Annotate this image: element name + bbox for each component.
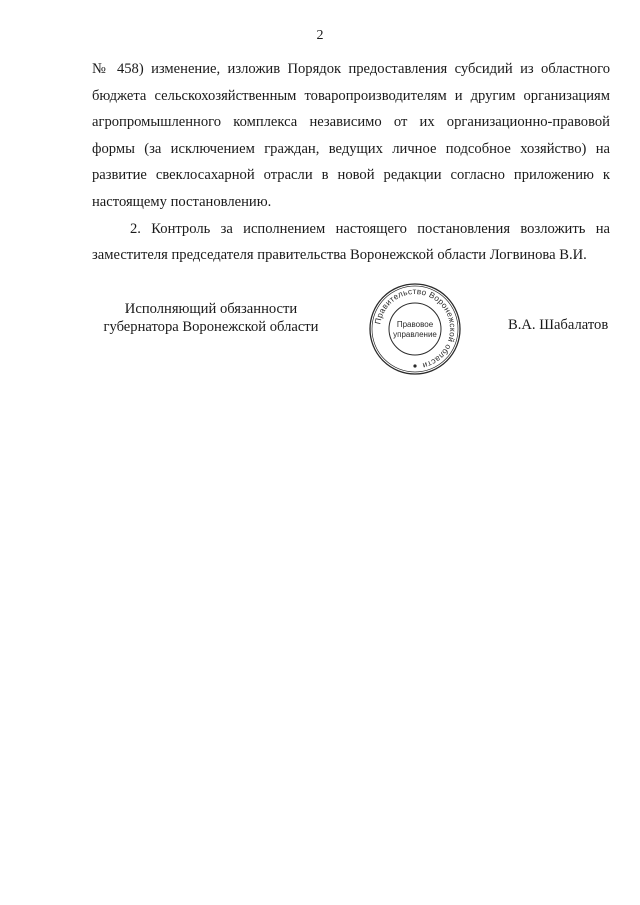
stamp-center-line2: управление [393,330,437,339]
signatory-name: В.А. Шабалатов [508,317,609,333]
signatory-position-line1: Исполняющий обязанности [124,301,298,317]
signatory-position [98,300,324,336]
page-number: 2 [316,28,324,43]
stamp-center-line1: Правовое [396,320,434,329]
stamp-graphic [368,282,462,376]
stamp-ring-text: Правительство Воронежской области [373,286,458,371]
paragraph-amendment: № 458) изменение, изложив Порядок предоставления субсидий из областного бюджета сельскохозяйственным товаропроизводителям и другим организациям агропромышленного комплекса независимо от их организационно-правовой формы (за исключением граждан, ведущих личное подсобное хозяйство) на развитие свеклосахарной отрасли в новой редакции согласно приложению к настоящему постановлению. [92,61,610,210]
paragraph-control: 2. Контроль за исполнением настоящего постановления возложить на заместителя председателя правительства Воронежской области Логвинова В.И. [92,220,610,264]
stamp-bottom-star [413,364,416,367]
document-body [92,56,610,269]
signatory-position-line2: губернатора Воронежской области [103,319,319,335]
official-stamp [368,282,462,376]
